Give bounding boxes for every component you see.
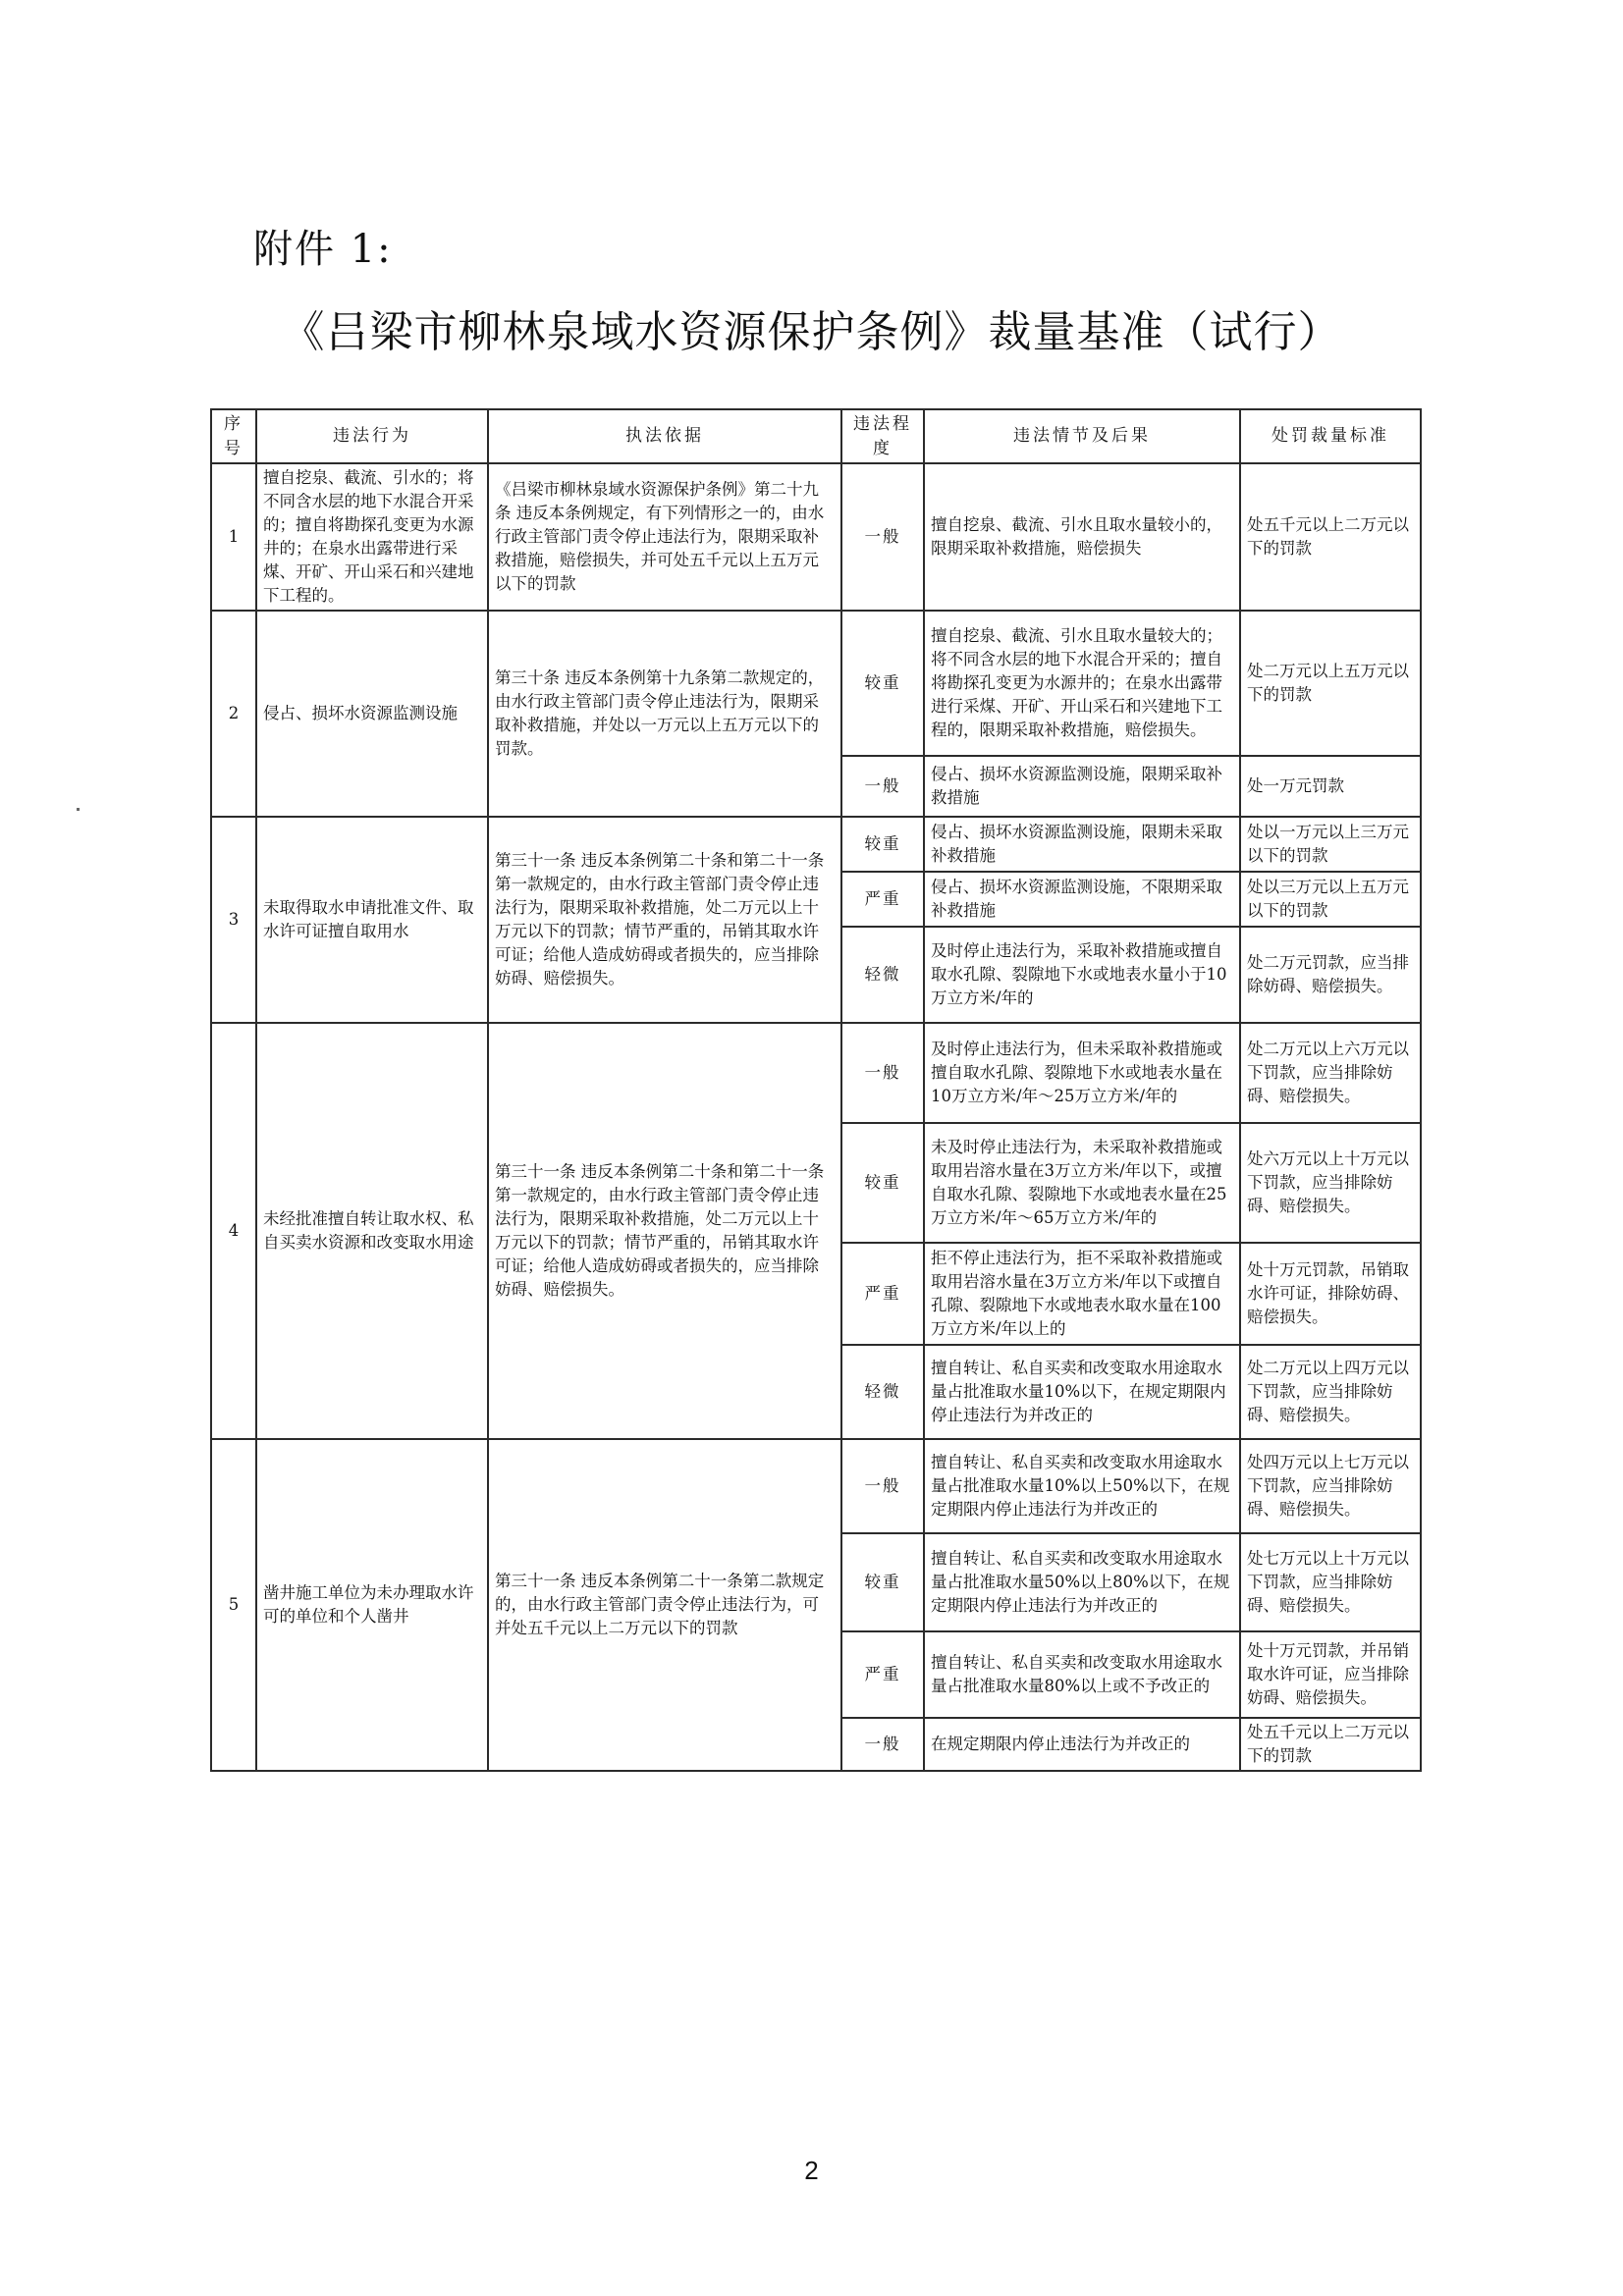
row-number: 1 [211,463,256,611]
violation-degree: 严重 [841,1631,924,1718]
violation-detail: 拒不停止违法行为，拒不采取补救措施或取用岩溶水量在3万立方米/年以下或擅自孔隙、裂隙地下水或地表水取水量在100万立方米/年以上的 [924,1243,1240,1345]
penalty-standard: 处二万元以上六万元以下罚款，应当排除妨碍、赔偿损失。 [1240,1023,1421,1123]
table-row [211,463,1421,611]
legal-basis: 第三十一条 违反本条例第二十一条第二款规定的，由水行政主管部门责令停止违法行为，可并处五千元以上二万元以下的罚款 [488,1439,841,1771]
col-header-no: 序号 [211,409,256,463]
penalty-standard: 处六万元以上十万元以下罚款，应当排除妨碍、赔偿损失。 [1240,1123,1421,1243]
violation-act: 侵占、损坏水资源监测设施 [256,611,488,817]
violation-act: 未取得取水申请批准文件、取水许可证擅自取用水 [256,817,488,1023]
violation-act: 凿井施工单位为未办理取水许可的单位和个人凿井 [256,1439,488,1771]
discretion-standard-table [210,408,1422,1772]
violation-act: 擅自挖泉、截流、引水的；将不同含水层的地下水混合开采的；擅自将勘探孔变更为水源井的；在泉水出露带进行采煤、开矿、开山采石和兴建地下工程的。 [256,463,488,611]
penalty-standard: 处五千元以上二万元以下的罚款 [1240,1718,1421,1771]
penalty-standard: 处一万元罚款 [1240,756,1421,817]
violation-detail: 擅自挖泉、截流、引水且取水量较小的，限期采取补救措施，赔偿损失 [924,463,1240,611]
violation-degree: 轻微 [841,1345,924,1439]
violation-degree: 一般 [841,1439,924,1533]
penalty-standard: 处二万元以上五万元以下的罚款 [1240,611,1421,756]
penalty-standard: 处十万元罚款，并吊销取水许可证，应当排除妨碍、赔偿损失。 [1240,1631,1421,1718]
table-row [211,1023,1421,1123]
col-header-act: 违法行为 [256,409,488,463]
violation-detail: 擅自转让、私自买卖和改变取水用途取水量占批准取水量50%以上80%以下，在规定期限内停止违法行为并改正的 [924,1533,1240,1631]
row-number: 4 [211,1023,256,1439]
violation-degree: 轻微 [841,927,924,1023]
violation-detail: 侵占、损坏水资源监测设施，限期未采取补救措施 [924,817,1240,872]
violation-degree: 一般 [841,463,924,611]
penalty-standard: 处以三万元以上五万元以下的罚款 [1240,872,1421,927]
page-number: 2 [804,2156,819,2185]
penalty-standard: 处四万元以上七万元以下罚款，应当排除妨碍、赔偿损失。 [1240,1439,1421,1533]
row-number: 3 [211,817,256,1023]
document-title: 《吕梁市柳林泉域水资源保护条例》裁量基准（试行） [281,307,1342,357]
violation-degree: 严重 [841,872,924,927]
penalty-standard: 处以一万元以上三万元以下的罚款 [1240,817,1421,872]
penalty-standard: 处十万元罚款，吊销取水许可证，排除妨碍、赔偿损失。 [1240,1243,1421,1345]
legal-basis: 第三十条 违反本条例第十九条第二款规定的，由水行政主管部门责令停止违法行为，限期采取补救措施，并处以一万元以上五万元以下的罚款。 [488,611,841,817]
violation-detail: 擅自挖泉、截流、引水且取水量较大的；将不同含水层的地下水混合开采的；擅自将勘探孔变更为水源井的；在泉水出露带进行采煤、开矿、开山采石和兴建地下工程的，限期采取补救措施，赔偿损失。 [924,611,1240,756]
violation-act: 未经批准擅自转让取水权、私自买卖水资源和改变取水用途 [256,1023,488,1439]
violation-degree: 一般 [841,1023,924,1123]
table-row [211,817,1421,872]
penalty-standard: 处七万元以上十万元以下罚款，应当排除妨碍、赔偿损失。 [1240,1533,1421,1631]
violation-detail: 擅自转让、私自买卖和改变取水用途取水量占批准取水量10%以下，在规定期限内停止违法行为并改正的 [924,1345,1240,1439]
violation-degree: 较重 [841,1123,924,1243]
violation-degree: 较重 [841,1533,924,1631]
penalty-standard: 处二万元以上四万元以下罚款，应当排除妨碍、赔偿损失。 [1240,1345,1421,1439]
violation-degree: 较重 [841,817,924,872]
col-header-detail: 违法情节及后果 [924,409,1240,463]
violation-detail: 侵占、损坏水资源监测设施，限期采取补救措施 [924,756,1240,817]
col-header-basis: 执法依据 [488,409,841,463]
legal-basis: 第三十一条 违反本条例第二十条和第二十一条第一款规定的，由水行政主管部门责令停止违法行为，限期采取补救措施，处二万元以上十万元以下的罚款；情节严重的，吊销其取水许可证；给他人造成妨碍或者损失的，应当排除妨碍、赔偿损失。 [488,1023,841,1439]
penalty-standard: 处五千元以上二万元以下的罚款 [1240,463,1421,611]
penalty-standard: 处二万元罚款，应当排除妨碍、赔偿损失。 [1240,927,1421,1023]
violation-detail: 在规定期限内停止违法行为并改正的 [924,1718,1240,1771]
legal-basis: 第三十一条 违反本条例第二十条和第二十一条第一款规定的，由水行政主管部门责令停止违法行为，限期采取补救措施，处二万元以上十万元以下的罚款；情节严重的，吊销其取水许可证；给他人造成妨碍或者损失的，应当排除妨碍、赔偿损失。 [488,817,841,1023]
attachment-label: 附件 1: [253,227,393,272]
legal-basis: 《吕梁市柳林泉域水资源保护条例》第二十九条 违反本条例规定，有下列情形之一的，由水行政主管部门责令停止违法行为，限期采取补救措施，赔偿损失，并可处五千元以上五万元以下的罚款 [488,463,841,611]
violation-degree: 一般 [841,756,924,817]
violation-detail: 及时停止违法行为，采取补救措施或擅自取水孔隙、裂隙地下水或地表水量小于10万立方米/年的 [924,927,1240,1023]
violation-detail: 擅自转让、私自买卖和改变取水用途取水量占批准取水量80%以上或不予改正的 [924,1631,1240,1718]
violation-degree: 严重 [841,1243,924,1345]
scan-speck [77,808,80,811]
violation-detail: 侵占、损坏水资源监测设施，不限期采取补救措施 [924,872,1240,927]
col-header-penalty: 处罚裁量标准 [1240,409,1421,463]
table-row [211,611,1421,756]
row-number: 5 [211,1439,256,1771]
violation-degree: 一般 [841,1718,924,1771]
col-header-degree: 违法程度 [841,409,924,463]
table-row [211,1439,1421,1533]
table-header-row [211,409,1421,463]
violation-detail: 未及时停止违法行为，未采取补救措施或取用岩溶水量在3万立方米/年以下，或擅自取水孔隙、裂隙地下水或地表水量在25万立方米/年～65万立方米/年的 [924,1123,1240,1243]
row-number: 2 [211,611,256,817]
violation-detail: 擅自转让、私自买卖和改变取水用途取水量占批准取水量10%以上50%以下，在规定期限内停止违法行为并改正的 [924,1439,1240,1533]
violation-detail: 及时停止违法行为，但未采取补救措施或擅自取水孔隙、裂隙地下水或地表水量在10万立方米/年～25万立方米/年的 [924,1023,1240,1123]
violation-degree: 较重 [841,611,924,756]
